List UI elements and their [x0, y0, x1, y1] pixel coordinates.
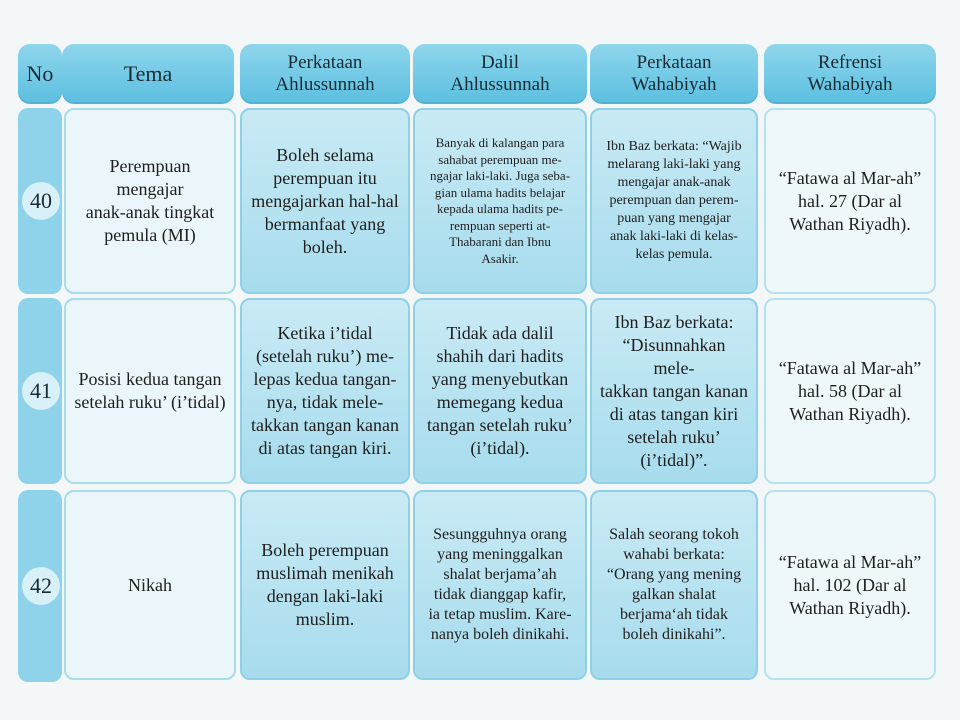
row-40-tema — [64, 108, 236, 294]
row-40-refrensi-wahabiyah — [764, 108, 936, 294]
row-40-number-label: 40 — [30, 188, 52, 213]
header-no-label: No — [26, 61, 54, 86]
row-42-perkataan-ahlussunnah — [240, 490, 410, 680]
row-41-perkataan-ahlussunnah-text: Ketika i’tidal (setelah ruku’) me- lepas kedua tangan- nya, tidak mele- takkan tangan kanan di atas tangan kiri. — [251, 323, 399, 458]
row-40-tema-text: Perempuan mengajar anak-anak tingkat pemula (MI) — [85, 156, 215, 245]
row-42-number — [22, 567, 60, 605]
row-41-number-label: 41 — [30, 378, 52, 403]
header-tema — [62, 44, 234, 104]
header-tema-label: Tema — [123, 61, 173, 86]
row-42-dalil-ahlussunnah-text: Sesungguhnya orang yang meninggalkan shalat berjama’ah tidak dianggap kafir, ia tetap muslim. Kare- nanya boleh dinikahi. — [428, 526, 572, 643]
row-40-perkataan-ahlussunnah-text: Boleh selama perempuan itu mengajarkan hal-hal bermanfaat yang boleh. — [251, 144, 399, 257]
row-42-refrensi-wahabiyah — [764, 490, 936, 680]
row-41-refrensi-wahabiyah — [764, 298, 936, 484]
row-41-perkataan-wahabiyah — [590, 298, 758, 484]
header-refrensi-wahabiyah — [764, 44, 936, 104]
row-40-perkataan-ahlussunnah — [240, 108, 410, 294]
row-42-perkataan-ahlussunnah-text: Boleh perempuan muslimah menikah dengan laki-laki muslim. — [256, 540, 394, 629]
header-dalil-ahlussunnah — [413, 44, 587, 104]
row-41-dalil-ahlussunnah-text: Tidak ada dalil shahih dari hadits yang menyebutkan memegang kedua tangan setelah ruku’ (i’tidal). — [427, 323, 573, 458]
row-42-dalil-ahlussunnah — [413, 490, 587, 680]
header-perkataan-ahlussunnah — [240, 44, 410, 104]
row-40-number — [22, 182, 60, 220]
row-40-perkataan-wahabiyah-text: Ibn Baz berkata: “Wajib melarang laki-laki yang mengajar anak-anak perempuan dan perem- puan yang mengajar anak laki-laki di kelas- kelas pemula. — [606, 139, 742, 262]
row-41-dalil-ahlussunnah — [413, 298, 587, 484]
row-41-perkataan-ahlussunnah — [240, 298, 410, 484]
row-42-perkataan-wahabiyah-text: Salah seorang tokoh wahabi berkata: “Orang yang mening galkan shalat berjama‘ah tidak boleh dinikahi”. — [606, 526, 742, 643]
row-41-refrensi-wahabiyah-text: “Fatawa al Mar-ah” hal. 58 (Dar al Wathan Riyadh). — [778, 357, 922, 424]
header-perkataan-wahabiyah-label: Perkataan Wahabiyah — [631, 52, 717, 95]
header-no — [18, 44, 62, 104]
row-41-tema-text: Posisi kedua tangan setelah ruku’ (i’tidal) — [74, 369, 226, 412]
row-41-tema — [64, 298, 236, 484]
header-perkataan-wahabiyah — [590, 44, 758, 104]
row-40-perkataan-wahabiyah — [590, 108, 758, 294]
row-41-number — [22, 372, 60, 410]
row-41-perkataan-wahabiyah-text: Ibn Baz berkata: “Disunnahkan mele- takkan tangan kanan di atas tangan kiri setelah ruku’ (i’tidal)”. — [600, 311, 748, 470]
row-40-dalil-ahlussunnah — [413, 108, 587, 294]
row-42-tema-text: Nikah — [128, 574, 172, 595]
row-42-refrensi-wahabiyah-text: “Fatawa al Mar-ah” hal. 102 (Dar al Wathan Riyadh). — [778, 551, 922, 618]
header-refrensi-wahabiyah-label: Refrensi Wahabiyah — [807, 52, 893, 95]
header-perkataan-ahlussunnah-label: Perkataan Ahlussunnah — [275, 52, 375, 95]
row-40-dalil-ahlussunnah-text: Banyak di kalangan para sahabat perempuan me- ngajar laki-laki. Juga seba- gian ulama hadits belajar kepada ulama hadits pe- rempuan seperti at- Thabarani dan Ibnu Asakir. — [429, 135, 571, 266]
header-dalil-ahlussunnah-label: Dalil Ahlussunnah — [450, 52, 550, 95]
row-42-number-label: 42 — [30, 573, 52, 598]
row-40-refrensi-wahabiyah-text: “Fatawa al Mar-ah” hal. 27 (Dar al Wathan Riyadh). — [778, 167, 922, 234]
row-42-perkataan-wahabiyah — [590, 490, 758, 680]
row-42-tema — [64, 490, 236, 680]
